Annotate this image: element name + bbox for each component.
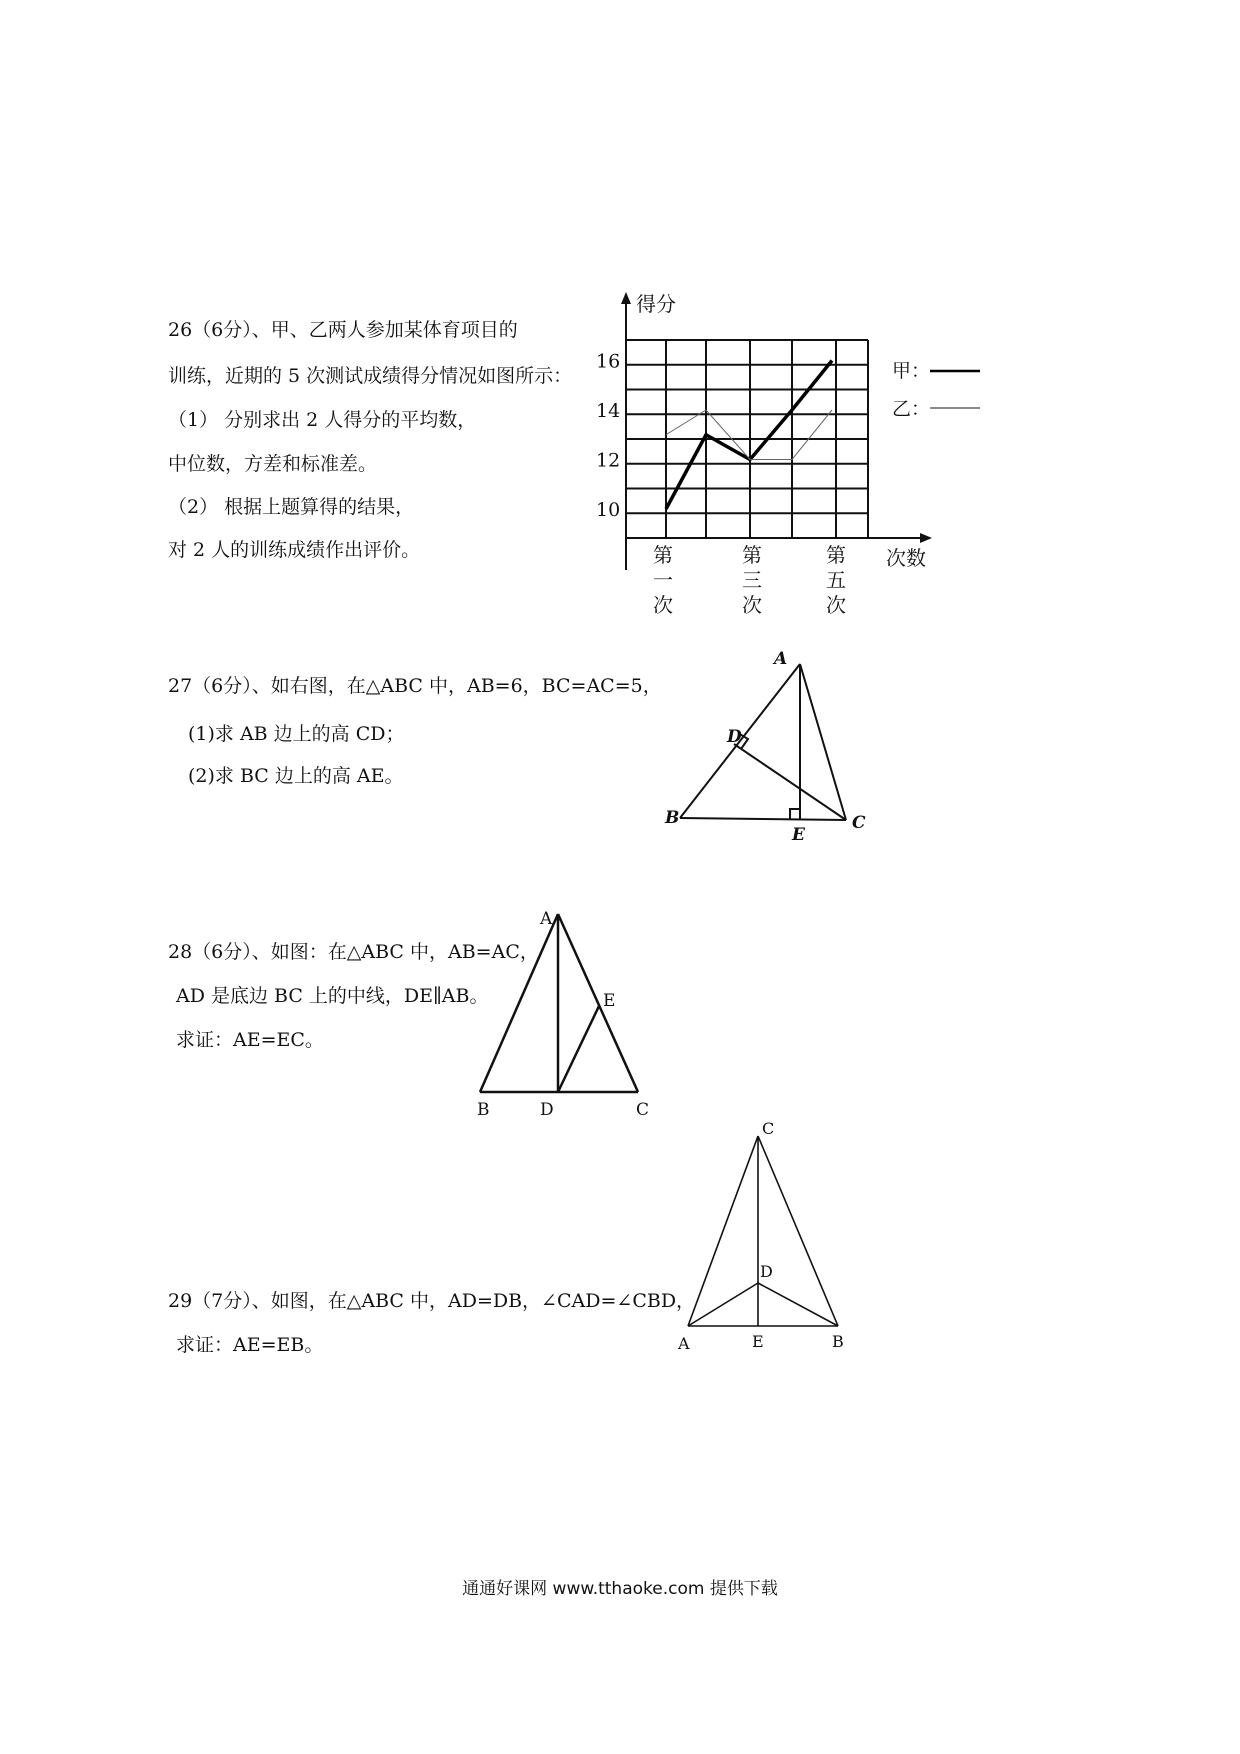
x-tick-label: 次	[742, 593, 762, 617]
q28-label-a: A	[540, 909, 553, 929]
chart-grid	[626, 340, 868, 538]
q26-line5: （2） 根据上题算得的结果，	[168, 496, 415, 518]
score-line-chart	[0, 0, 1240, 640]
q28-line1: 28（6分）、如图：在△ABC 中，AB=AC，	[168, 941, 539, 963]
x-axis-arrow	[920, 533, 932, 543]
q29-label-a: A	[678, 1334, 690, 1353]
q28-line2: AD 是底边 BC 上的中线，DE∥AB。	[176, 985, 489, 1007]
q26-line3: （1） 分别求出 2 人得分的平均数，	[168, 409, 477, 431]
y-axis-arrow	[621, 292, 631, 304]
y-tick-label: 14	[596, 400, 621, 422]
q27-side-ac	[800, 664, 846, 820]
q27-side-bc	[680, 818, 846, 820]
legend-label-yi: 乙：	[892, 398, 931, 420]
q27-line3: (2)求 BC 边上的高 AE。	[188, 765, 404, 787]
q27-label-a: A	[774, 649, 788, 669]
q28-label-c: C	[636, 1100, 650, 1120]
y-tick-label: 16	[596, 350, 621, 373]
q27-label-b: B	[665, 808, 680, 828]
q29-side-ac	[688, 1136, 758, 1326]
q28-side-ac	[558, 914, 638, 1092]
x-tick-label: 第	[653, 543, 673, 567]
q27-right-angle-d	[738, 733, 748, 749]
x-tick-label: 第	[826, 543, 846, 567]
q28-label-e: E	[603, 991, 616, 1011]
q29-label-b: B	[832, 1332, 844, 1351]
q26-line1: 26（6分）、甲、乙两人参加某体育项目的	[168, 319, 518, 341]
legend-label-jia: 甲：	[892, 360, 931, 382]
q26-line2: 训练，近期的 5 次测试成绩得分情况如图所示：	[168, 365, 573, 387]
y-tick-label: 10	[596, 499, 621, 521]
q27-label-c: C	[852, 813, 866, 833]
q27-altitude-cd	[734, 744, 846, 820]
chart-axes	[621, 292, 932, 570]
q29-label-e: E	[752, 1332, 764, 1351]
q29-line1: 29（7分）、如图，在△ABC 中，AD=DB，∠CAD=∠CBD，	[168, 1290, 696, 1312]
q27-label-d: D	[727, 727, 742, 747]
y-tick-label: 12	[596, 449, 621, 472]
q27-side-ab	[680, 664, 800, 818]
x-tick-label: 第	[742, 543, 762, 567]
q26-line4: 中位数，方差和标准差。	[168, 453, 378, 475]
x-tick-label: 一	[653, 568, 673, 592]
y-axis-label: 得分	[636, 292, 676, 316]
q28-label-b: B	[477, 1100, 490, 1120]
q29-segment-ad	[688, 1283, 758, 1326]
footer-source: 通通好课网 www.tthaoke.com 提供下载	[462, 1579, 778, 1599]
x-tick-label: 三	[742, 568, 762, 592]
x-tick-label: 次	[826, 593, 846, 617]
q28-label-d: D	[540, 1100, 554, 1120]
q29-label-d: D	[760, 1262, 773, 1281]
x-axis-label: 次数	[886, 546, 926, 570]
q29-label-c: C	[762, 1119, 775, 1138]
x-tick-label: 五	[826, 568, 846, 592]
q27-right-angle-e	[790, 809, 800, 819]
q28-segment-de	[558, 1006, 599, 1092]
q27-line1: 27（6分）、如右图，在△ABC 中，AB=6，BC=AC=5，	[168, 675, 662, 697]
q29-side-bc	[758, 1136, 838, 1326]
q27-line2: (1)求 AB 边上的高 CD；	[188, 723, 405, 745]
q28-line3: 求证：AE=EC。	[176, 1029, 324, 1051]
q29-line2: 求证：AE=EB。	[176, 1334, 324, 1356]
q26-line6: 对 2 人的训练成绩作出评价。	[168, 539, 421, 561]
x-tick-label: 次	[653, 593, 673, 617]
q27-label-e: E	[792, 825, 805, 845]
q29-segment-bd	[758, 1283, 838, 1326]
